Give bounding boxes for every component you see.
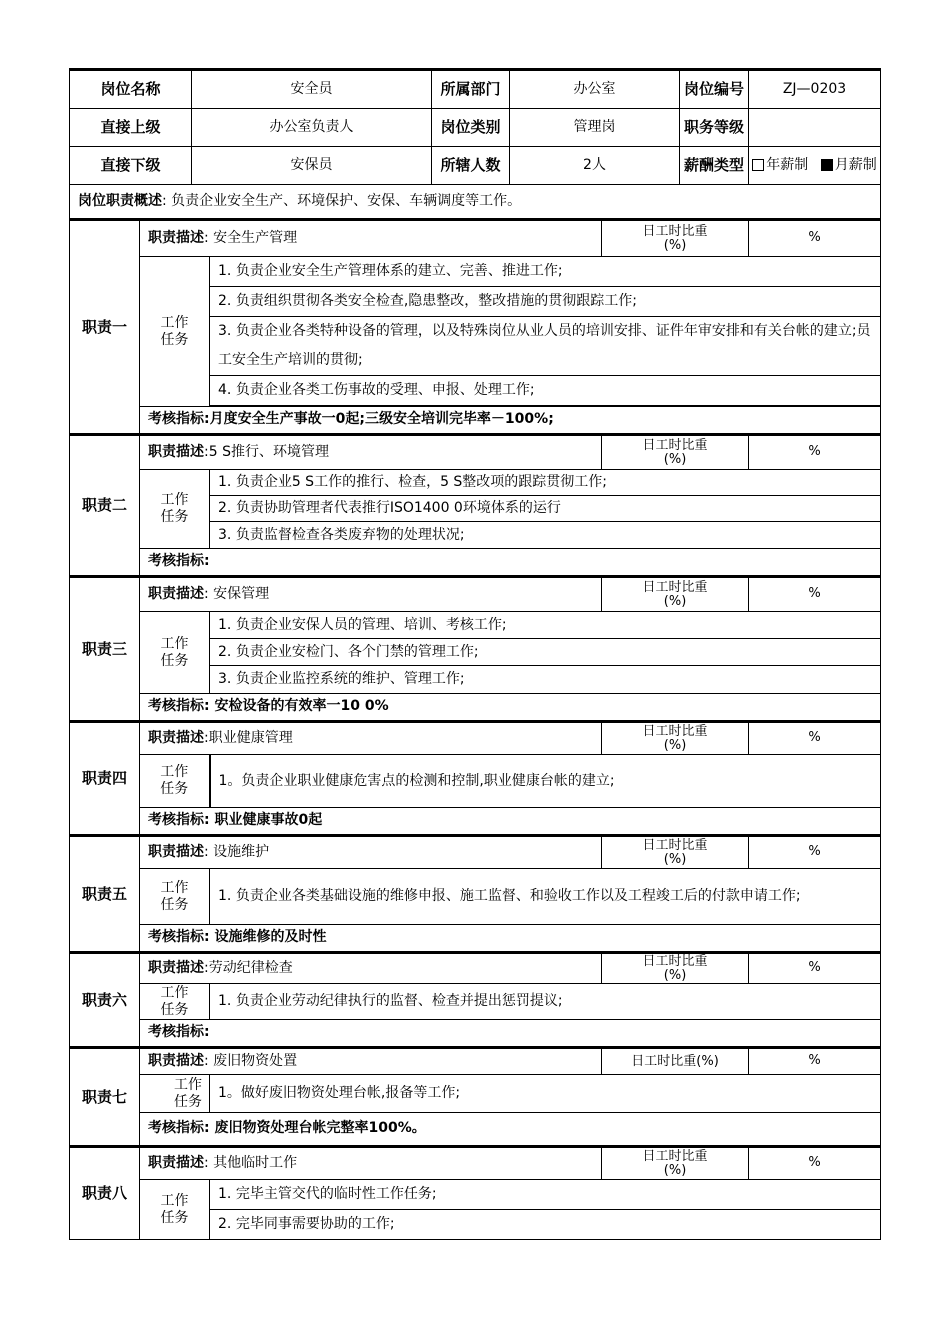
kpi-label: 考核指标 <box>148 1120 204 1137</box>
duty-6-desc-row <box>70 953 881 984</box>
task-label-line1: 工作 <box>160 635 189 652</box>
kpi-label: 考核指标 <box>148 929 204 946</box>
duty-1-desc <box>140 220 602 257</box>
duty-5-kpi-text: : 设施维修的及时性 <box>204 929 327 946</box>
duty-3-desc-row <box>70 577 881 612</box>
salary-type-options <box>749 147 881 185</box>
summary-text: : 负责企业安全生产、环境保护、安保、车辆调度等工作。 <box>162 192 522 209</box>
header-row-2 <box>70 109 881 147</box>
duty-4-desc-row <box>70 722 881 755</box>
ratio-label-line2: (%) <box>663 1162 687 1178</box>
duty-6-desc-text: :劳动纪律检查 <box>204 959 293 976</box>
duty-2-kpi-row <box>70 549 881 577</box>
ratio-label-line1: 日工时比重 <box>642 723 708 739</box>
desc-label: 职责描述 <box>148 729 204 746</box>
kpi-label: 考核指标 <box>148 698 204 715</box>
grade-value <box>749 109 881 147</box>
duty-1-desc-text: : 安全生产管理 <box>204 229 298 246</box>
subordinate-label: 直接下级 <box>70 147 192 185</box>
duty-2-task-2: 2. 负责协助管理者代表推行ISO1400 0环境体系的运行 <box>210 496 881 522</box>
headcount-value: 2人 <box>510 147 680 185</box>
duty-5-task-row <box>70 869 881 925</box>
post-name-value: 安全员 <box>192 70 432 109</box>
salary-type-label: 薪酬类型 <box>680 147 749 185</box>
duty-8-ratio-label <box>602 1147 749 1180</box>
duty-8-task-2: 2. 完毕同事需要协助的工作; <box>210 1210 881 1240</box>
duty-2-task-1: 1. 负责企业5 S工作的推行、检查，5 S整改项的跟踪贯彻工作; <box>210 470 881 496</box>
duty-4-ratio-label <box>602 722 749 755</box>
duty-6-kpi-text: : <box>204 1024 210 1041</box>
duty-6-desc <box>140 953 602 984</box>
task-label-line2: 任务 <box>160 781 189 797</box>
duty-3-ratio-label <box>602 577 749 612</box>
duty-8-task-row <box>70 1180 881 1210</box>
duty-4-task-row <box>70 755 881 808</box>
duty-5-kpi <box>140 925 881 953</box>
duty-1-ratio-value: % <box>749 220 881 257</box>
duty-7-label: 职责七 <box>70 1048 140 1147</box>
desc-label: 职责描述 <box>148 959 204 976</box>
dept-value: 办公室 <box>510 70 680 109</box>
duty-3-kpi-row <box>70 694 881 722</box>
duty-6-ratio-value: % <box>749 953 881 984</box>
desc-label: 职责描述 <box>148 1052 204 1069</box>
duty-2-ratio-value: % <box>749 435 881 470</box>
superior-value: 办公室负责人 <box>192 109 432 147</box>
task-label-line2: 任务 <box>174 1093 202 1110</box>
kpi-label: 考核指标 <box>148 411 204 428</box>
duty-1-task-2: 2. 负责组织贯彻各类安全检查,隐患整改，整改措施的贯彻跟踪工作; <box>210 287 881 317</box>
category-label: 岗位类别 <box>432 109 510 147</box>
annual-salary-label: 年薪制 <box>766 156 809 173</box>
duty-3-ratio-value: % <box>749 577 881 612</box>
duty-3-label: 职责三 <box>70 577 140 722</box>
duty-5-ratio-value: % <box>749 836 881 869</box>
duty-6-label: 职责六 <box>70 953 140 1048</box>
task-label-line2: 任务 <box>160 331 189 348</box>
duty-7-desc-row <box>70 1048 881 1075</box>
duty-8-desc-text: : 其他临时工作 <box>204 1154 298 1171</box>
duty-4-task-1: 1。负责企业职业健康危害点的检测和控制,职业健康台帐的建立; <box>210 755 881 808</box>
grade-label: 职务等级 <box>680 109 749 147</box>
header-row-3 <box>70 147 881 185</box>
duty-4-label: 职责四 <box>70 722 140 836</box>
duty-3-task-1: 1. 负责企业安保人员的管理、培训、考核工作; <box>210 612 881 639</box>
duty-7-desc-text: : 废旧物资处置 <box>204 1052 298 1069</box>
post-no-value: ZJ—0203 <box>749 70 881 109</box>
ratio-label-line2: (%) <box>663 851 687 867</box>
duty-4-task-label <box>140 755 210 808</box>
duty-7-task-1: 1。做好废旧物资处理台帐,报备等工作; <box>210 1075 881 1113</box>
task-label-line2: 任务 <box>160 652 189 669</box>
post-name-label: 岗位名称 <box>70 70 192 109</box>
category-value: 管理岗 <box>510 109 680 147</box>
desc-label: 职责描述 <box>148 443 204 460</box>
duty-4-kpi <box>140 808 881 836</box>
duty-4-desc <box>140 722 602 755</box>
monthly-salary-checkbox[interactable] <box>821 159 833 171</box>
duty-7-desc <box>140 1048 602 1075</box>
duty-6-kpi <box>140 1020 881 1048</box>
desc-label: 职责描述 <box>148 843 204 860</box>
duty-6-task-row <box>70 984 881 1020</box>
dept-label: 所属部门 <box>432 70 510 109</box>
task-label-line2: 任务 <box>160 1001 189 1018</box>
duty-7-ratio-value: % <box>749 1048 881 1075</box>
duty-6-task-1: 1. 负责企业劳动纪律执行的监督、检查并提出惩罚提议; <box>210 984 881 1020</box>
duty-5-desc-row <box>70 836 881 869</box>
ratio-label-line1: 日工时比重 <box>642 837 708 853</box>
desc-label: 职责描述 <box>148 229 204 246</box>
duty-3-kpi <box>140 694 881 722</box>
task-label-line1: 工作 <box>160 879 189 896</box>
duty-2-task-3: 3. 负责监督检查各类废弃物的处理状况; <box>210 522 881 549</box>
duty-2-kpi-text: : <box>204 553 210 570</box>
duty-3-task-2: 2. 负责企业安检门、各个门禁的管理工作; <box>210 639 881 666</box>
duty-5-ratio-label <box>602 836 749 869</box>
desc-label: 职责描述 <box>148 1154 204 1171</box>
duty-8-desc-row <box>70 1147 881 1180</box>
duty-4-kpi-row <box>70 808 881 836</box>
ratio-label-line1: 日工时比重 <box>642 223 708 239</box>
duty-1-kpi-text: :月度安全生产事故一0起;三级安全培训完毕率－100%; <box>204 411 554 428</box>
duty-1-task-row <box>70 257 881 287</box>
ratio-label-line1: 日工时比重 <box>642 579 708 595</box>
summary-label: 岗位职责概述 <box>78 192 162 209</box>
task-label-line1: 工作 <box>174 1076 202 1093</box>
duty-1-task-4: 4. 负责企业各类工伤事故的受理、申报、处理工作; <box>210 376 881 406</box>
duty-2-task-label <box>140 470 210 549</box>
duty-8-task-label <box>140 1180 210 1240</box>
task-label-line2: 任务 <box>160 1209 189 1226</box>
duty-2-kpi <box>140 549 881 577</box>
ratio-label-line2: (%) <box>663 593 687 609</box>
duty-1-task-3: 3. 负责企业各类特种设备的管理，以及特殊岗位从业人员的培训安排、证件年审安排和有关台帐的建立;员工安全生产培训的贯彻; <box>210 317 881 376</box>
job-description-sheet <box>69 68 880 1240</box>
job-description-table <box>69 68 881 1240</box>
duty-3-task-label <box>140 612 210 694</box>
duty-5-task-label <box>140 869 210 925</box>
duty-7-task-label <box>140 1075 210 1113</box>
task-label-line1: 工作 <box>160 1192 189 1209</box>
task-label-line1: 工作 <box>160 764 189 781</box>
kpi-label: 考核指标 <box>148 1024 204 1041</box>
duty-2-desc-text: :5 S推行、环境管理 <box>204 443 329 460</box>
subordinate-value: 安保员 <box>192 147 432 185</box>
duty-5-label: 职责五 <box>70 836 140 953</box>
ratio-label-line2: (%) <box>663 451 687 467</box>
task-label-line2: 任务 <box>160 896 189 913</box>
superior-label: 直接上级 <box>70 109 192 147</box>
duty-6-task-label <box>140 984 210 1020</box>
duty-2-ratio-label <box>602 435 749 470</box>
duty-7-kpi <box>140 1113 881 1147</box>
duty-8-label: 职责八 <box>70 1147 140 1240</box>
duty-2-desc-row <box>70 435 881 470</box>
duty-5-desc-text: : 设施维护 <box>204 843 270 860</box>
summary-row <box>70 185 881 220</box>
duty-6-kpi-row <box>70 1020 881 1048</box>
duty-8-ratio-value: % <box>749 1147 881 1180</box>
kpi-label: 考核指标 <box>148 812 204 829</box>
duty-4-kpi-text: : 职业健康事故0起 <box>204 812 323 829</box>
duty-2-task-row <box>70 470 881 496</box>
headcount-label: 所辖人数 <box>432 147 510 185</box>
duty-7-kpi-text: : 废旧物资处理台帐完整率100%。 <box>204 1120 426 1137</box>
desc-label: 职责描述 <box>148 585 204 602</box>
duty-3-task-3: 3. 负责企业监控系统的维护、管理工作; <box>210 666 881 694</box>
duty-3-desc-text: : 安保管理 <box>204 585 270 602</box>
duty-5-task-1: 1. 负责企业各类基础设施的维修申报、施工监督、和验收工作以及工程竣工后的付款申请工作; <box>210 869 881 925</box>
duty-1-task-label <box>140 257 210 407</box>
post-no-label: 岗位编号 <box>680 70 749 109</box>
duty-1-kpi-row <box>70 407 881 435</box>
duty-1-ratio-label <box>602 220 749 257</box>
duty-3-kpi-text: : 安检设备的有效率一10 0% <box>204 698 389 715</box>
duty-2-label: 职责二 <box>70 435 140 577</box>
monthly-salary-label: 月薪制 <box>834 156 877 173</box>
duty-5-kpi-row <box>70 925 881 953</box>
ratio-label-line2: (%) <box>663 967 687 983</box>
duty-1-label: 职责一 <box>70 220 140 435</box>
duty-3-task-row <box>70 612 881 639</box>
duty-6-ratio-label <box>602 953 749 984</box>
duty-4-ratio-value: % <box>749 722 881 755</box>
ratio-label-line1: 日工时比重 <box>642 953 708 969</box>
duty-2-desc <box>140 435 602 470</box>
ratio-label-line1: 日工时比重 <box>642 1148 708 1164</box>
task-label-line1: 工作 <box>160 984 189 1001</box>
duty-8-task-1: 1. 完毕主管交代的临时性工作任务; <box>210 1180 881 1210</box>
duty-7-kpi-row <box>70 1113 881 1147</box>
header-row-1 <box>70 70 881 109</box>
duty-5-desc <box>140 836 602 869</box>
duty-3-desc <box>140 577 602 612</box>
duty-4-desc-text: :职业健康管理 <box>204 729 293 746</box>
ratio-label-line2: (%) <box>663 737 687 753</box>
task-label-line1: 工作 <box>160 314 189 331</box>
duty-7-ratio-label: 日工时比重(%) <box>602 1048 749 1075</box>
ratio-label-line1: 日工时比重 <box>642 437 708 453</box>
duty-1-kpi <box>140 407 881 435</box>
summary-cell <box>70 185 881 220</box>
ratio-label-line2: (%) <box>663 237 687 253</box>
annual-salary-checkbox[interactable] <box>752 159 764 171</box>
duty-1-task-1: 1. 负责企业安全生产管理体系的建立、完善、推进工作; <box>210 257 881 287</box>
task-label-line2: 任务 <box>160 509 189 525</box>
duty-8-desc <box>140 1147 602 1180</box>
kpi-label: 考核指标 <box>148 553 204 570</box>
duty-1-desc-row <box>70 220 881 257</box>
duty-7-task-row <box>70 1075 881 1113</box>
task-label-line1: 工作 <box>160 492 189 509</box>
